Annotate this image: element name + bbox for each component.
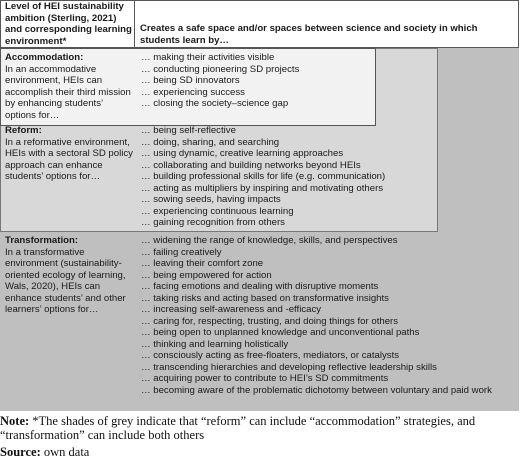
list-item: … making their activities visible bbox=[141, 52, 275, 63]
list-item: … being open to unplanned knowledge and unconventional paths bbox=[141, 327, 420, 338]
reform-desc: In a reformative environment, HEIs with a sectoral SD policy approach can enhance students’ options for… bbox=[5, 136, 133, 182]
list-item: … increasing self-awareness and -efficacy bbox=[141, 304, 322, 315]
list-item: … closing the society–science gap bbox=[141, 98, 289, 109]
transformation-title: Transformation: bbox=[5, 235, 79, 246]
list-item: … using dynamic, creative learning approaches bbox=[141, 148, 344, 159]
list-item: … conducting pioneering SD projects bbox=[141, 63, 300, 75]
header-divider bbox=[134, 0, 135, 48]
list-item: … widening the range of knowledge, skills, and perspectives bbox=[141, 235, 398, 246]
list-item: … being SD innovators bbox=[141, 75, 240, 86]
list-item: … being empowered for action bbox=[141, 269, 272, 281]
accommodation-items bbox=[141, 52, 299, 110]
list-item: … experiencing success bbox=[141, 86, 245, 98]
reform-title: Reform: bbox=[5, 125, 42, 136]
list-item: … experiencing continuous learning bbox=[141, 205, 294, 217]
list-item: … consciously acting as free-floaters, mediators, or catalysts bbox=[141, 350, 400, 361]
transformation-items bbox=[141, 235, 492, 396]
list-item: … collaborating and building networks beyond HEIs bbox=[141, 159, 361, 171]
table-note bbox=[0, 414, 515, 442]
list-item: … becoming aware of the problematic dichotomy between voluntary and paid work bbox=[141, 384, 492, 396]
list-item: … facing emotions and dealing with disruptive moments bbox=[141, 281, 379, 292]
header-col1: Level of HEI sustainability ambition (Sterling, 2021) and corresponding learning environment* bbox=[5, 1, 132, 47]
header-col2: Creates a safe space and/or spaces between science and society in which students learn by… bbox=[140, 23, 478, 46]
list-item: … acting as multipliers by inspiring and motivating others bbox=[141, 182, 384, 194]
source-text: own data bbox=[40, 445, 90, 459]
list-item: … being self-reflective bbox=[141, 125, 236, 136]
list-item: … gaining recognition from others bbox=[141, 217, 285, 228]
list-item: … sowing seeds, having impacts bbox=[141, 194, 281, 205]
accommodation-desc: In an accommodative environment, HEIs can accomplish their third mission by enhancing students’ options for… bbox=[5, 63, 131, 121]
list-item: … doing, sharing, and searching bbox=[141, 136, 280, 148]
note-label: Note: bbox=[0, 414, 30, 428]
transformation-desc: In a transformative environment (sustainability-oriented ecology of learning, Wals, 2020), HEIs can enhance students’ and other learners’ options for… bbox=[5, 246, 126, 315]
list-item: … acquiring power to contribute to HEI’s SD commitments bbox=[141, 373, 389, 384]
list-item: … leaving their comfort zone bbox=[141, 258, 264, 269]
note-text: *The shades of grey indicate that “reform” can include “accommodation” strategies, and “transformation” can include both others bbox=[0, 414, 476, 442]
list-item: … building professional skills for life (e.g. communication) bbox=[141, 171, 386, 182]
table-source bbox=[0, 445, 89, 459]
accommodation-title: Accommodation: bbox=[5, 52, 84, 63]
list-item: … transcending hierarchies and developing reflective leadership skills bbox=[141, 361, 437, 373]
list-item: … thinking and learning holistically bbox=[141, 338, 289, 350]
list-item: … caring for, respecting, trusting, and doing things for others bbox=[141, 315, 399, 327]
source-label: Source: bbox=[0, 445, 41, 459]
list-item: … taking risks and acting based on transformative insights bbox=[141, 292, 389, 304]
reform-items bbox=[141, 125, 385, 229]
list-item: … failing creatively bbox=[141, 246, 222, 258]
